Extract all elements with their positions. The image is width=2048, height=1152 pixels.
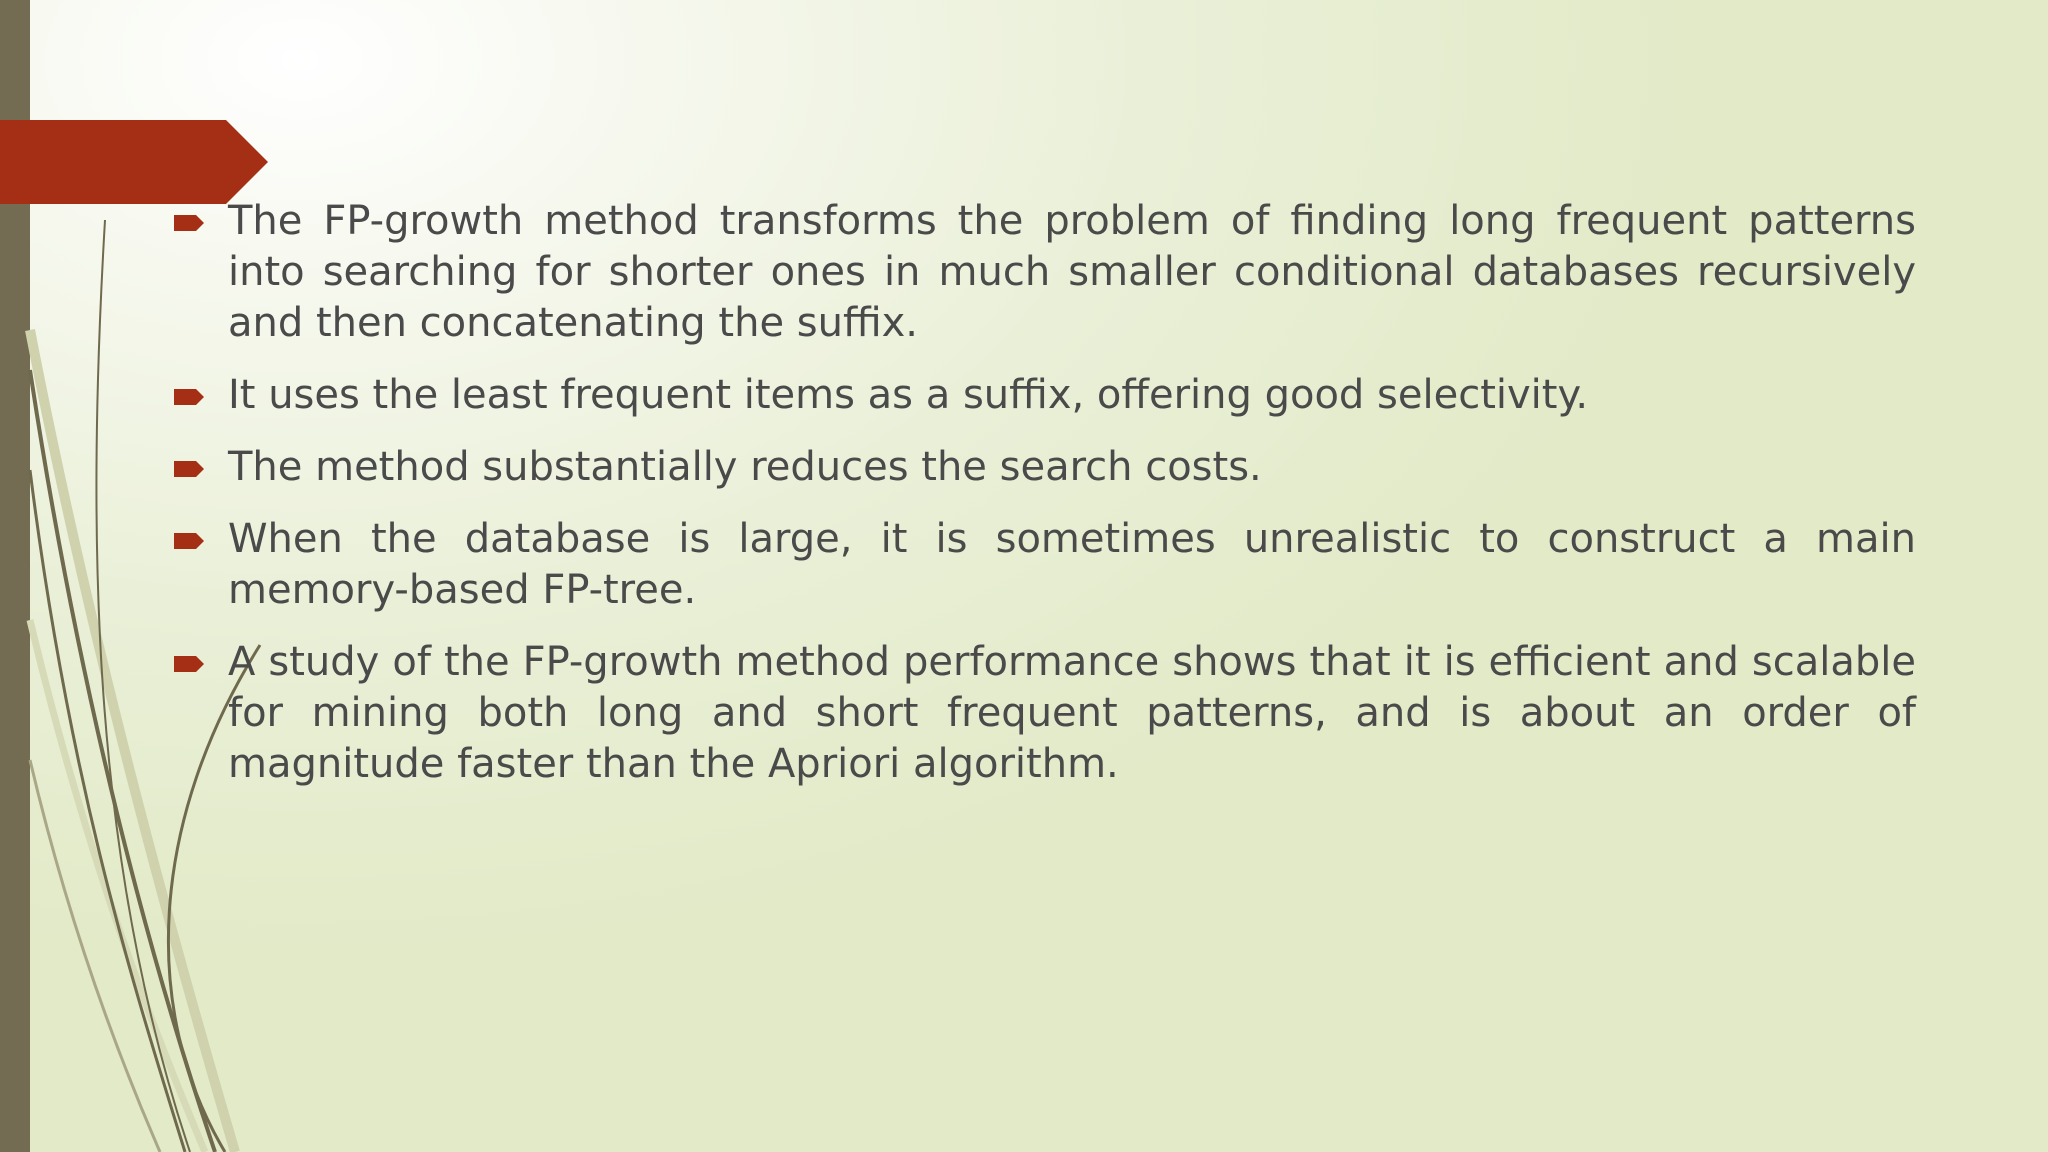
bullet-item [170,442,1916,493]
bullet-text: It uses the least frequent items as a suffix, offering good selectivity. [228,372,1589,418]
bullet-item [170,637,1916,790]
bullet-text: A study of the FP-growth method performance shows that it is efficient and scalable for mining both long and short frequent patterns, and is about an order of magnitude faster than the Apriori algorithm. [228,639,1916,787]
bullet-item [170,196,1916,349]
bullet-text: When the database is large, it is sometimes unrealistic to construct a main memory-based FP-tree. [228,516,1916,613]
title-arrow-accent [0,120,270,204]
arrow-bullet-icon [174,461,204,477]
arrow-bullet-icon [174,215,204,231]
arrow-bullet-icon [174,533,204,549]
arrow-bullet-icon [174,656,204,672]
bullet-item [170,370,1916,421]
bullet-list [170,196,1916,790]
bullet-text: The FP-growth method transforms the problem of finding long frequent patterns into searching for shorter ones in much smaller conditional databases recursively and then concatenating the suffix. [228,198,1916,346]
bullet-item [170,514,1916,616]
slide-content [170,196,1916,811]
arrow-bullet-icon [174,389,204,405]
bullet-text: The method substantially reduces the search costs. [228,444,1262,490]
